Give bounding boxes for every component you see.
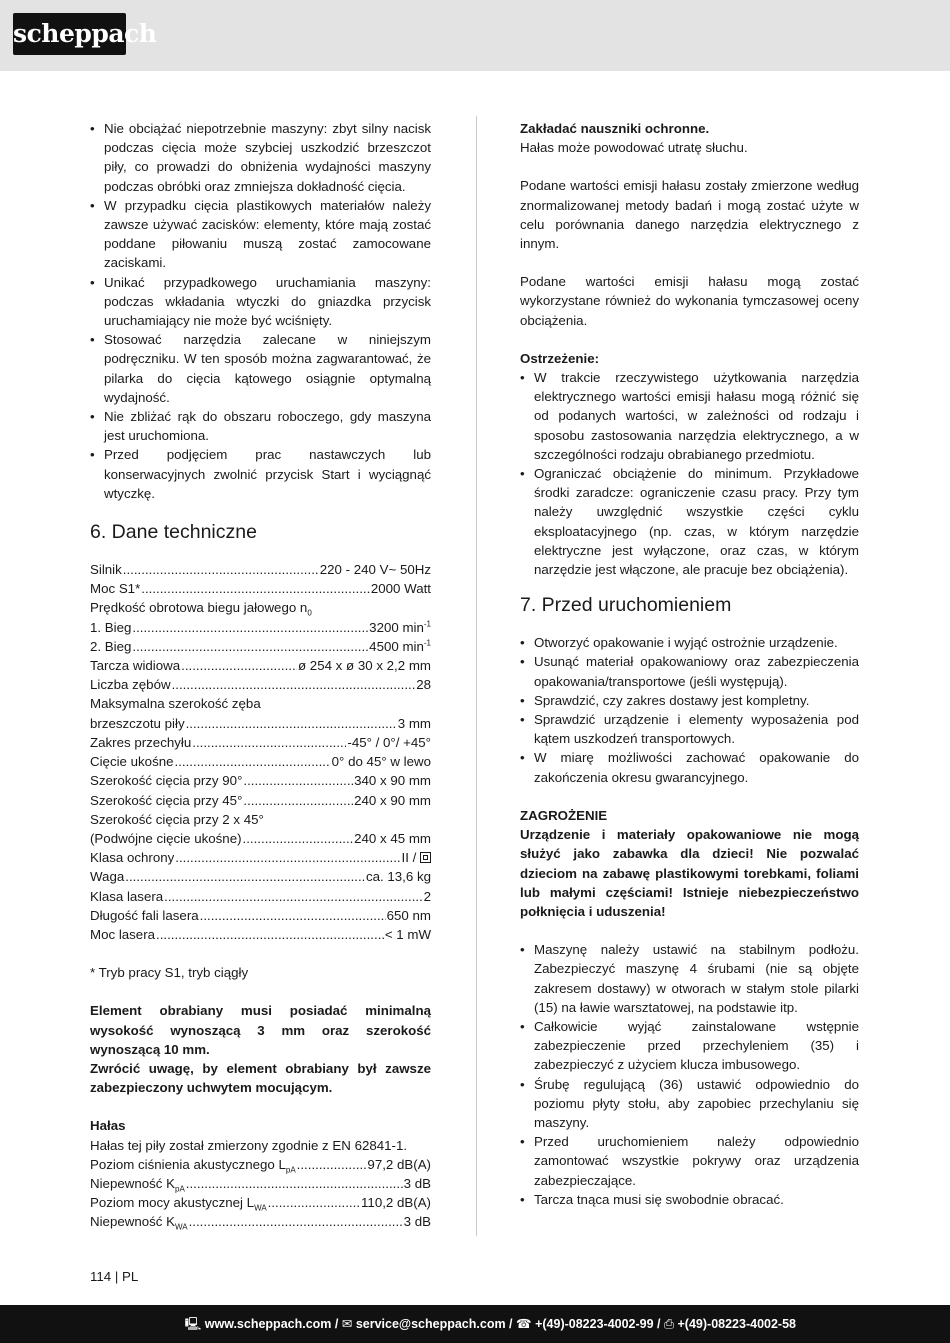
spec-row-teeth: Liczba zębów ..... 28 <box>90 675 431 694</box>
spec-row-idle-speed: Prędkość obrotowa biegu jałowego $n_0$ <box>90 600 312 619</box>
spec-row-cut-90: Szerokość cięcia przy 90° ..... 340 x 90 mm <box>90 771 431 790</box>
header-bar <box>0 0 950 71</box>
list-item: • Tarcza tnąca musi się swobodnie obracać. <box>520 1190 859 1209</box>
noise-heading: Hałas <box>90 1118 126 1134</box>
list-item: • Otworzyć opakowanie i wyjąć ostrożnie urządzenie. <box>520 633 859 652</box>
double-insulation-icon <box>420 852 431 863</box>
clamp-note: Zwrócić uwagę, by element obrabiany był zawsze zabezpieczony uchwytem mocującym. <box>90 1060 431 1096</box>
phone-icon: ☎ <box>516 1317 532 1331</box>
spec-row-laser-class: Klasa lasera ..... 2 <box>90 887 431 906</box>
list-item: • W trakcie rzeczywistego użytkowania narzędzia elektrycznego wartości emisji hałasu mogą różnić się od podanych wartości, w zależności od rodzaju i sposobu zastosowania narzędzia elektrycznego, a w szczególności rodzaju obrabianego przedmiotu. <box>520 368 859 464</box>
spec-row-cut-2x45: Szerokość cięcia przy 2 x 45° <box>90 811 264 827</box>
workpiece-note: Element obrabiany musi posiadać minimalną wysokość wynoszącą 3 mm oraz szerokość wynoszącą 10 mm. <box>90 1003 431 1057</box>
list-item: • Nie obciążać niepotrzebnie maszyny: zbyt silny nacisk podczas cięcia może szybciej uszkodzić brzeszczot piły, co prowadzi do obniżenia wydajności maszyny podczas obróbki oraz zmniejsza dokładność cięcia. <box>90 119 431 196</box>
noise-row-kpa: Niepewność $K_{pA}$ ..... 3 dB <box>90 1174 431 1193</box>
computer-icon: 🖳 <box>184 1317 202 1331</box>
spec-row-blade: Tarcza widiowa ..... ø 254 x ø 30 x 2,2 mm <box>90 656 431 675</box>
list-item: • Przed podjęciem prac nastawczych lub konserwacyjnych zwolnić przycisk Start i wyciągnąć wtyczkę. <box>90 445 431 503</box>
spec-row-weight: Waga ..... ca. 13,6 kg <box>90 867 431 886</box>
spec-row-power: Moc S1* ..... 2000 Watt <box>90 579 431 598</box>
scheppach-logo: scheppach <box>13 13 126 55</box>
list-item: • Usunąć materiał opakowaniowy oraz zabezpieczenia opakowania/transportowe (jeśli występują). <box>520 652 859 690</box>
footnote: * Tryb pracy S1, tryb ciągły <box>90 965 249 981</box>
spec-row-tilt-range: Zakres przechyłu ..... -45° / 0°/ +45° <box>90 733 431 752</box>
emission-paragraph-1: Podane wartości emisji hałasu zostały zmierzone według znormalizowanej metody badań i mogą zostać użyte w celu porównania danego narzędzia elektrycznego z innym. <box>520 178 859 252</box>
right-column <box>520 119 859 1209</box>
section-title-technical-data: 6. Dane techniczne <box>90 521 257 544</box>
list-item: • Stosować narzędzia zalecane w niniejszym podręczniku. W ten sposób można zagwarantować, że pilarka do cięcia kątowego osiągnie optymalną wydajność. <box>90 330 431 407</box>
list-item: • W przypadku cięcia plastikowych materiałów należy zawsze używać zacisków: elementy, które mają zostać poddane piłowaniu muszą zostać zamocowane zaciskami. <box>90 196 431 273</box>
footer-bar <box>0 1305 950 1343</box>
list-item: • Ograniczać obciążenie do minimum. Przykładowe środki zaradcze: ograniczenie czasu pracy. Przy tym należy uwzględnić wszystkie części cyklu eksploatacyjnego (np. czas, w którym narzędzie elektryczne jest wyłączone, oraz czas, w którym narzędzie jest włączone, ale pracuje bez obciążenia). <box>520 464 859 579</box>
column-divider <box>476 116 477 1236</box>
list-item: • Przed uruchomieniem należy odpowiednio zamontować wszystkie pokrywy oraz urządzenia zabezpieczające. <box>520 1132 859 1190</box>
footer-phone: +(49)-08223-4002-99 / <box>535 1317 661 1331</box>
list-item: • Sprawdzić, czy zakres dostawy jest kompletny. <box>520 691 859 710</box>
page-number: 114 | PL <box>90 1269 139 1284</box>
spec-row-max-width: Maksymalna szerokość zęba <box>90 696 261 712</box>
warning-heading: Ostrzeżenie: <box>520 350 600 366</box>
spec-row-protection-class: Klasa ochrony ..... II / <box>90 848 431 867</box>
noise-row-lpa: Poziom ciśnienia akustycznego $L_{pA}$ ..... 97,2 dB(A) <box>90 1155 431 1174</box>
danger-text: Urządzenie i materiały opakowaniowe nie mogą służyć jako zabawka dla dzieci! Nie pozwalać dzieciom na zabawę plastikowymi torebkami, foliami lub małymi częściami! Istnieje niebezpieczeństwo połknięcia i uduszenia! <box>520 827 859 919</box>
mail-icon: ✉ <box>341 1317 353 1331</box>
left-column <box>90 119 431 1232</box>
spec-row-laser-power: Moc lasera ..... < 1 mW <box>90 925 431 944</box>
ear-protection-text: Hałas może powodować utratę słuchu. <box>520 140 748 156</box>
spec-row-blade-width: brzeszczotu piły ..... 3 mm <box>90 714 431 733</box>
ear-protection-heading: Zakładać nauszniki ochronne. <box>520 121 710 136</box>
noise-row-lwa: Poziom mocy akustycznej $L_{WA}$ ..... 110,2 dB(A) <box>90 1193 431 1212</box>
spec-row-gear2: 2. Bieg ..... 4500 $\min^{-1}$ <box>90 637 431 656</box>
footer-fax: +(49)-08223-4002-58 <box>677 1317 796 1331</box>
footer-website[interactable]: www.scheppach.com / <box>204 1317 339 1331</box>
fax-icon: ⎙ <box>664 1317 675 1331</box>
spec-row-gear1: 1. Bieg ..... 3200 $\min^{-1}$ <box>90 618 431 637</box>
list-item: • Nie zbliżać rąk do obszaru roboczego, gdy maszyna jest uruchomiona. <box>90 407 431 445</box>
list-item: • Unikać przypadkowego uruchamiania maszyny: podczas wkładania wtyczki do gniazdka przycisk uruchamiający nie może być wciśnięty. <box>90 273 431 331</box>
section-title-before-start: 7. Przed uruchomieniem <box>520 594 732 617</box>
spec-row-cut-45: Szerokość cięcia przy 45° ..... 240 x 90 mm <box>90 791 431 810</box>
noise-intro: Hałas tej piły został zmierzony zgodnie z EN 62841-1. <box>90 1137 408 1153</box>
footer-email[interactable]: service@scheppach.com / <box>355 1317 513 1331</box>
list-item: • W miarę możliwości zachować opakowanie do zakończenia okresu gwarancyjnego. <box>520 748 859 786</box>
spec-row-mitre: Cięcie ukośne ..... 0° do 45° w lewo <box>90 752 431 771</box>
list-item: • Maszynę należy ustawić na stabilnym podłożu. Zabezpieczyć maszynę 4 śrubami (nie są objęte zakresem dostawy) w otworach w stałym stole pilarki (15) na ławie warsztatowej, na podstawie itp. <box>520 940 859 1017</box>
danger-heading: ZAGROŻENIE <box>520 807 608 823</box>
spec-row-wavelength: Długość fali lasera ..... 650 nm <box>90 906 431 925</box>
emission-paragraph-2: Podane wartości emisji hałasu mogą zostać wykorzystane również do wykonania tymczasowej oceny obciążenia. <box>520 274 859 328</box>
spec-row-motor: Silnik ..... 220 - 240 V~ 50Hz <box>90 560 431 579</box>
list-item: • Sprawdzić urządzenie i elementy wyposażenia pod kątem uszkodzeń transportowych. <box>520 710 859 748</box>
spec-row-double-mitre: (Podwójne cięcie ukośne) ..... 240 x 45 mm <box>90 829 431 848</box>
list-item: • Całkowicie wyjąć zainstalowane wstępnie zabezpieczenie przed przechyleniem (35) i zabezpieczyć z użyciem klucza imbusowego. <box>520 1017 859 1075</box>
noise-row-kwa: Niepewność $K_{WA}$ ..... 3 dB <box>90 1212 431 1231</box>
list-item: • Śrubę regulującą (36) ustawić odpowiednio do poziomu płyty stołu, aby zapobiec przechylaniu się maszyny. <box>520 1075 859 1133</box>
